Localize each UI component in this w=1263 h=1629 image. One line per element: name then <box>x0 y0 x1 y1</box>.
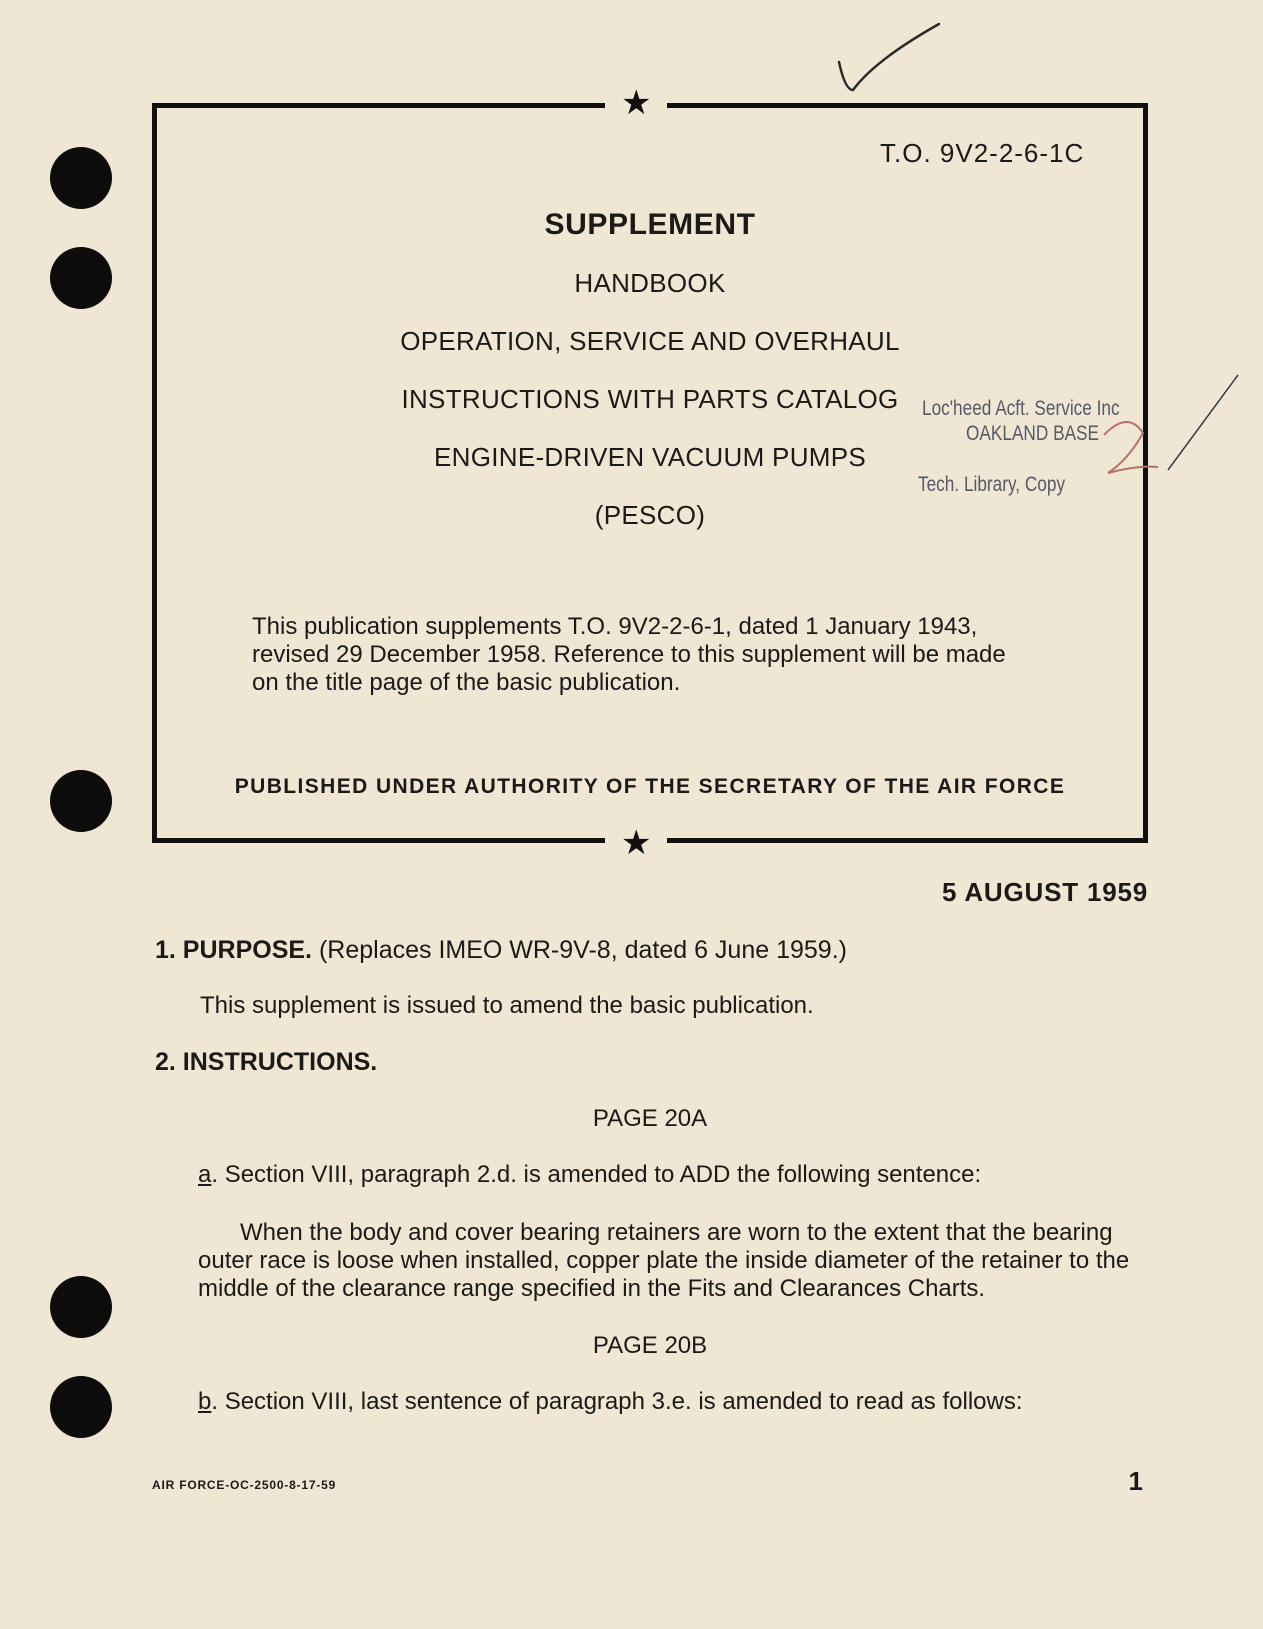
page-ref: PAGE 20B <box>592 1332 708 1359</box>
instructions-heading: 2. INSTRUCTIONS. <box>155 1048 378 1076</box>
authority-line: PUBLISHED UNDER AUTHORITY OF THE SECRETARY OF THE AIR FORCE <box>234 775 1066 798</box>
purpose-text: This supplement is issued to amend the basic publication. <box>200 992 814 1019</box>
stamp-scribble-icon <box>1068 355 1243 505</box>
stamp-line: Loc'heed Acft. Service Inc <box>922 397 1120 420</box>
item-a-body-line: When the body and cover bearing retainers are worn to the extent that the bearing <box>240 1219 1113 1246</box>
punch-hole <box>50 770 112 832</box>
stamp-line: OAKLAND BASE <box>966 422 1100 445</box>
header-line: ENGINE-DRIVEN VACUUM PUMPS <box>433 442 867 472</box>
header-line: (PESCO) <box>594 500 706 530</box>
purpose-line <box>155 935 847 965</box>
punch-hole <box>50 1276 112 1338</box>
punch-hole <box>50 247 112 309</box>
item-b <box>198 1387 1023 1417</box>
item-b-letter: b <box>198 1388 212 1415</box>
publication-date: 5 AUGUST 1959 <box>942 877 1148 907</box>
print-code: AIR FORCE-OC-2500-8-17-59 <box>152 1478 337 1492</box>
supplement-note-line: revised 29 December 1958. Reference to this supplement will be made <box>252 641 1006 668</box>
item-a-text: . Section VIII, paragraph 2.d. is amended to ADD the following sentence: <box>211 1161 982 1188</box>
purpose-note: (Replaces IMEO WR-9V-8, dated 6 June 1959.) <box>318 936 847 964</box>
item-a-body-line: middle of the clearance range specified in the Fits and Clearances Charts. <box>198 1275 986 1302</box>
item-a <box>198 1160 981 1190</box>
header-line: HANDBOOK <box>574 268 726 298</box>
punch-hole <box>50 1376 112 1438</box>
header-line: INSTRUCTIONS WITH PARTS CATALOG <box>401 384 899 414</box>
punch-hole <box>50 147 112 209</box>
item-a-body-line: outer race is loose when installed, copper plate the inside diameter of the retainer to the <box>198 1247 1130 1274</box>
item-a-letter: a <box>198 1161 212 1188</box>
purpose-heading: 1. PURPOSE. <box>155 936 312 964</box>
page-number: 1 <box>1128 1466 1143 1496</box>
header-line: OPERATION, SERVICE AND OVERHAUL <box>400 326 900 356</box>
star-icon: ★ <box>621 823 652 863</box>
item-b-text: . Section VIII, last sentence of paragraph 3.e. is amended to read as follows: <box>211 1388 1023 1415</box>
supplement-note-line: This publication supplements T.O. 9V2-2-6-1, dated 1 January 1943, <box>252 613 978 640</box>
stamp-line: Tech. Library, Copy <box>918 473 1066 496</box>
star-icon: ★ <box>621 83 652 123</box>
page-ref: PAGE 20A <box>592 1105 708 1132</box>
page-title: SUPPLEMENT <box>544 208 756 241</box>
supplement-note-line: on the title page of the basic publication. <box>252 669 681 696</box>
to-number: T.O. 9V2-2-6-1C <box>880 138 1085 168</box>
check-mark-icon <box>835 20 945 100</box>
